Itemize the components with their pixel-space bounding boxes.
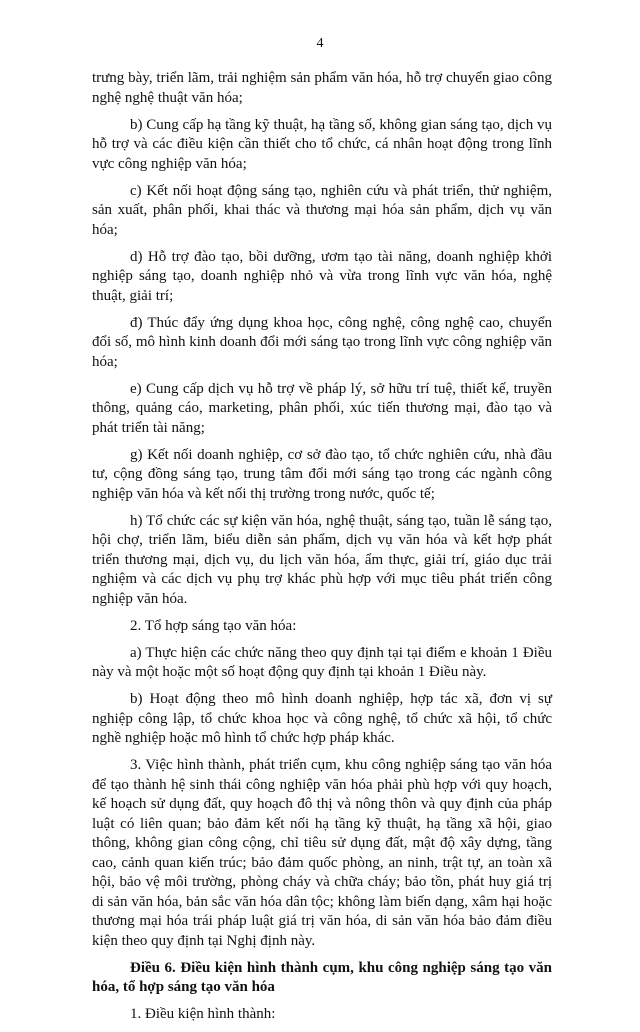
paragraph-point-b: b) Cung cấp hạ tầng kỹ thuật, hạ tầng số, không gian sáng tạo, dịch vụ hỗ trợ và các điều kiện cần thiết cho tổ chức, cá nhân hoạt động trong lĩnh vực công nghiệp văn hóa;: [92, 116, 552, 172]
paragraph-continued: trưng bày, triển lãm, trải nghiệm sản phẩm văn hóa, hỗ trợ chuyển giao công nghệ nghệ thuật văn hóa;: [92, 70, 552, 106]
paragraph-clause-2: 2. Tổ hợp sáng tạo văn hóa:: [130, 617, 297, 634]
document-body: [92, 69, 552, 1032]
article-6-heading: Điều 6. Điều kiện hình thành cụm, khu công nghiệp sáng tạo văn hóa, tổ hợp sáng tạo văn hóa: [92, 959, 552, 995]
paragraph-point-h: h) Tổ chức các sự kiện văn hóa, nghệ thuật, sáng tạo, tuần lễ sáng tạo, hội chợ, triển lãm, biểu diễn sản phẩm, dịch vụ văn hóa và kết hợp phát triển thương mại, dịch vụ, du lịch văn hóa, ẩm thực, giải trí, giáo dục trải nghiệm và các dịch vụ phụ trợ khác phù hợp với mục tiêu phát triển công nghiệp văn hóa.: [92, 512, 552, 607]
paragraph-point-e: e) Cung cấp dịch vụ hỗ trợ về pháp lý, sở hữu trí tuệ, thiết kế, truyền thông, quảng cáo, marketing, phân phối, xúc tiến thương mại, đào tạo và phát triển tài năng;: [92, 380, 552, 436]
paragraph-point-c: c) Kết nối hoạt động sáng tạo, nghiên cứu và phát triển, thử nghiệm, sản xuất, phân phối, khai thác và thương mại hóa sản phẩm, dịch vụ văn hóa;: [92, 182, 552, 238]
paragraph-point-d: d) Hỗ trợ đào tạo, bồi dưỡng, ươm tạo tài năng, doanh nghiệp khởi nghiệp sáng tạo, doanh nghiệp nhỏ và vừa trong lĩnh vực văn hóa, nghệ thuật, giải trí;: [92, 248, 552, 304]
paragraph-point-dd: đ) Thúc đẩy ứng dụng khoa học, công nghệ, công nghệ cao, chuyển đổi số, mô hình kinh doanh đổi mới sáng tạo trong lĩnh vực công nghiệp văn hóa;: [92, 314, 552, 370]
paragraph-point-g: g) Kết nối doanh nghiệp, cơ sở đào tạo, tổ chức nghiên cứu, nhà đầu tư, cộng đồng sáng tạo, trung tâm đổi mới sáng tạo trong các ngành công nghiệp văn hóa và kết nối thị trường trong nước, quốc tế;: [92, 446, 552, 502]
page-number: 4: [316, 36, 324, 51]
paragraph-clause-2a: a) Thực hiện các chức năng theo quy định tại tại điểm e khoản 1 Điều này và một hoặc một số hoạt động quy định tại khoản 1 Điều này.: [92, 644, 552, 680]
paragraph-clause-2b: b) Hoạt động theo mô hình doanh nghiệp, hợp tác xã, đơn vị sự nghiệp công lập, tổ chức khoa học và công nghệ, tổ chức xã hội, tổ chức nghề nghiệp hoặc mô hình tổ chức hợp pháp khác.: [92, 691, 552, 746]
paragraph-clause-3: 3. Việc hình thành, phát triển cụm, khu công nghiệp sáng tạo văn hóa để tạo thành hệ sinh thái công nghiệp văn hóa phải phù hợp với quy hoạch, kế hoạch sử dụng đất, quy hoạch đô thị và nông thôn và quy định của pháp luật có liên quan; bảo đảm kết nối hạ tầng kỹ thuật, hạ tầng xã hội, giao thông, không gian công cộng, chỉ tiêu sử dụng đất, mật độ xây dựng, tầng cao, cảnh quan kiến trúc; bảo đảm quốc phòng, an ninh, trật tự, an toàn xã hội, bảo vệ môi trường, phòng cháy và chữa cháy; bảo tồn, phát huy giá trị di sản văn hóa, bản sắc văn hóa dân tộc; không làm biến dạng, xâm hại hoặc thương mại hóa trái pháp luật giá trị văn hóa, di sản văn hóa bảo đảm điều kiện theo quy định tại Nghị định này.: [92, 757, 552, 949]
paragraph-article-6-clause-1: 1. Điều kiện hình thành:: [130, 1006, 276, 1022]
